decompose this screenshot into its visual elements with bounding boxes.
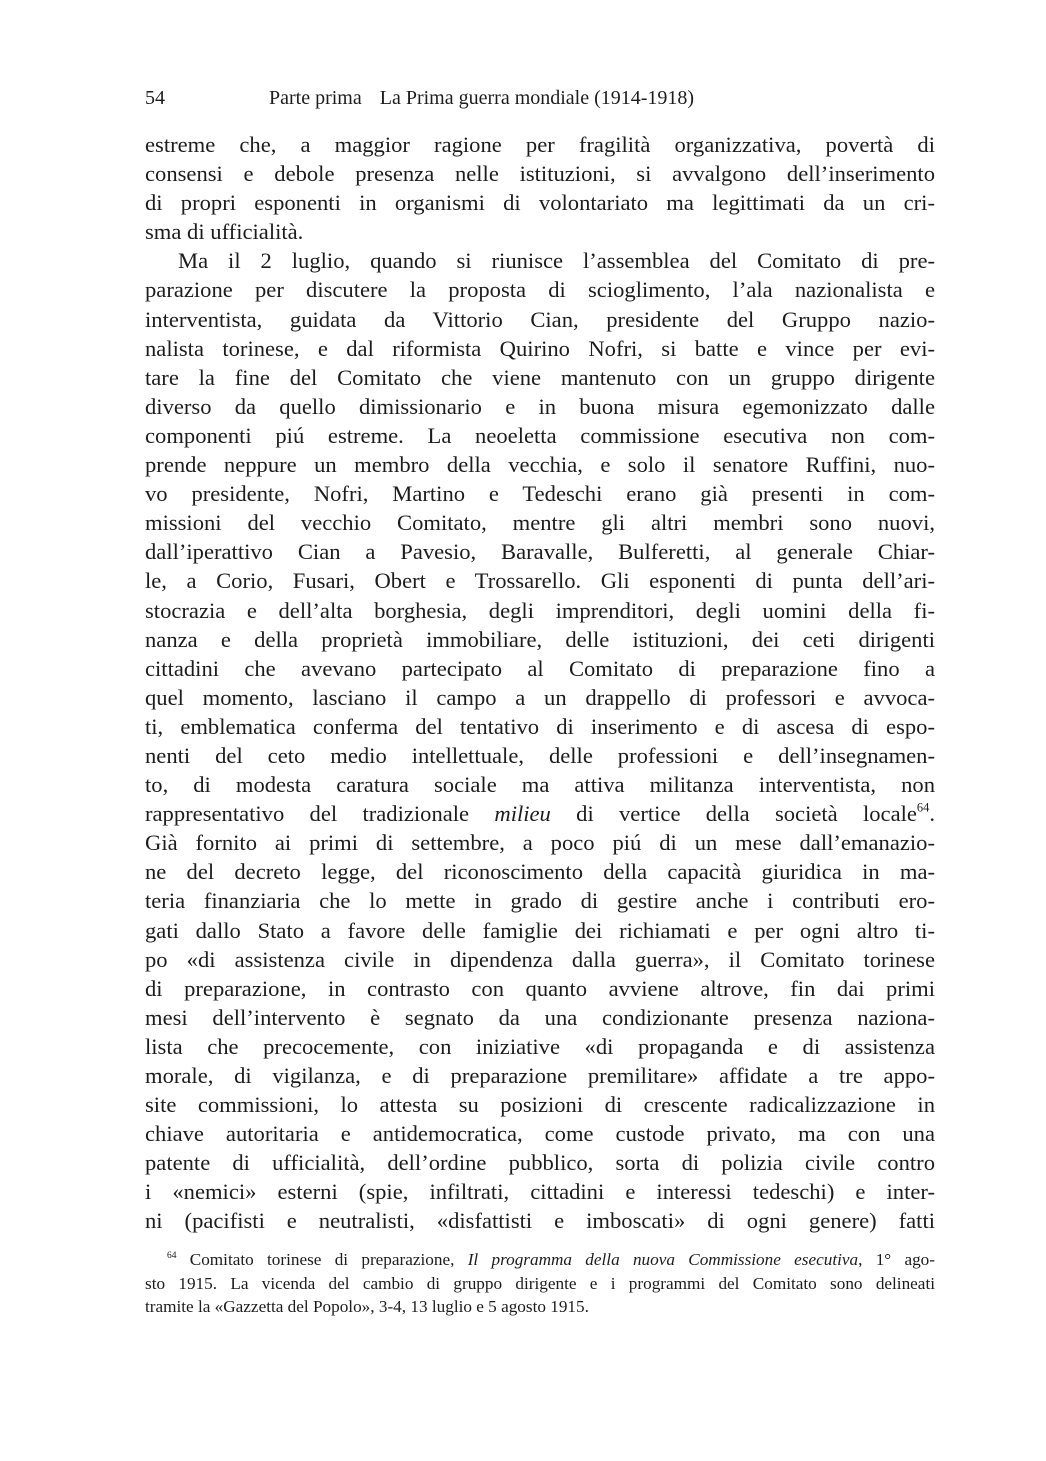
text-line: di preparazione, in contrasto con quanto avviene altrove, fin dai primi [145, 975, 935, 1001]
text-segment: di vertice della società locale [550, 801, 917, 827]
text-line: morale, di vigilanza, e di preparazione premilitare» affidate a tre appo- [145, 1063, 935, 1088]
body-text [145, 130, 935, 1236]
text-line: i «nemici» esterni (spie, infiltrati, cittadini e interessi tedeschi) e inter- [145, 1179, 935, 1205]
text-line: patente di ufficialità, dell’ordine pubblico, sorta di polizia civile contro [145, 1150, 935, 1176]
text-line: po «di assistenza civile in dipendenza dalla guerra», il Comitato torinese [145, 946, 935, 972]
text-line-with-note [145, 799, 935, 828]
chapter-title: La Prima guerra mondiale (1914-1918) [379, 87, 695, 109]
text-segment: Comitato torinese di preparazione, [176, 1250, 468, 1269]
text-segment: , 1° ago- [858, 1250, 935, 1269]
text-line: lista che precocemente, con iniziative «di propaganda e di assistenza [145, 1033, 935, 1059]
text-segment: rappresentativo del tradizionale [145, 801, 495, 827]
running-head [145, 84, 935, 112]
text-line: nalista torinese, e dal riformista Quirino Nofri, si batte e vince per evi- [145, 335, 935, 361]
italic-term: milieu [494, 801, 551, 827]
text-line: teria finanziaria che lo mette in grado di gestire anche i contributi ero- [145, 888, 935, 914]
text-line: to, di modesta caratura sociale ma attiva militanza interventista, non [145, 772, 935, 798]
text-line: prende neppure un membro della vecchia, e solo il senatore Ruffini, nuo- [145, 452, 935, 478]
text-line: consensi e debole presenza nelle istituzioni, si avvalgono dell’inserimento [145, 161, 935, 187]
text-line: ne del decreto legge, del riconoscimento della capacità giuridica in ma- [145, 859, 935, 885]
text-line: mesi dell’intervento è segnato da una condizionante presenza naziona- [145, 1004, 935, 1030]
page-number: 54 [145, 87, 165, 109]
text-line: gati dallo Stato a favore delle famiglie dei richiamati e per ogni altro ti- [145, 917, 935, 943]
text-line: site commissioni, lo attesta su posizioni di crescente radicalizzazione in [145, 1092, 935, 1118]
text-line: ni (pacifisti e neutralisti, «disfattisti e imboscati» di ogni genere) fatti [145, 1208, 935, 1234]
text-line: sma di ufficialità. [145, 219, 304, 245]
text-line: le, a Corio, Fusari, Obert e Trossarello. Gli esponenti di punta dell’ari- [145, 568, 935, 594]
text-line: stocrazia e dell’alta borghesia, degli imprenditori, degli uomini della fi- [145, 597, 935, 623]
text-line: interventista, guidata da Vittorio Cian, presidente del Gruppo nazio- [145, 306, 935, 332]
text-line: ti, emblematica conferma del tentativo di inserimento e di ascesa di espo- [145, 713, 935, 739]
text-line: componenti piú estreme. La neoeletta commissione esecutiva non com- [145, 422, 935, 448]
text-line: Già fornito ai primi di settembre, a poco piú di un mese dall’emanazio- [145, 830, 935, 856]
text-line: di propri esponenti in organismi di volontariato ma legittimati da un cri- [145, 190, 935, 216]
part-label: Parte prima [269, 87, 362, 109]
footnote-line: tramite la «Gazzetta del Popolo», 3-4, 13 luglio e 5 agosto 1915. [145, 1297, 589, 1317]
text-line: nanza e della proprietà immobiliare, delle istituzioni, dei ceti dirigenti [145, 626, 935, 652]
text-line: chiave autoritaria e antidemocratica, come custode privato, ma con una [145, 1121, 935, 1147]
text-line: parazione per discutere la proposta di scioglimento, l’ala nazionalista e [145, 277, 935, 303]
text-line: cittadini che avevano partecipato al Comitato di preparazione fino a [145, 655, 935, 681]
footnote-line: sto 1915. La vicenda del cambio di gruppo dirigente e i programmi del Comitato sono delineati [145, 1273, 935, 1293]
footnote [145, 1248, 935, 1319]
italic-title: Il programma della nuova Commissione esecutiva [467, 1250, 859, 1269]
text-line: vo presidente, Nofri, Martino e Tedeschi erano già presenti in com- [145, 481, 935, 507]
text-line: dall’iperattivo Cian a Pavesio, Baravalle, Bulferetti, al generale Chiar- [145, 539, 935, 565]
text-line: Ma il 2 luglio, quando si riunisce l’assemblea del Comitato di pre- [178, 248, 935, 274]
footnote-line [145, 1248, 935, 1272]
footnote-number: 64 [167, 1250, 177, 1261]
text-line: missioni del vecchio Comitato, mentre gli altri membri sono nuovi, [145, 510, 935, 536]
text-line: tare la fine del Comitato che viene mantenuto con un gruppo dirigente [145, 364, 935, 390]
text-line: quel momento, lasciano il campo a un drappello di professori e avvoca- [145, 684, 935, 710]
footnote-reference[interactable]: 64 [916, 800, 930, 815]
text-line: diverso da quello dimissionario e in buona misura egemonizzato dalle [145, 393, 935, 419]
text-segment: . [929, 801, 935, 827]
text-line: estreme che, a maggior ragione per fragilità organizzativa, povertà di [145, 132, 935, 157]
text-line: nenti del ceto medio intellettuale, delle professioni e dell’insegnamen- [145, 742, 935, 768]
